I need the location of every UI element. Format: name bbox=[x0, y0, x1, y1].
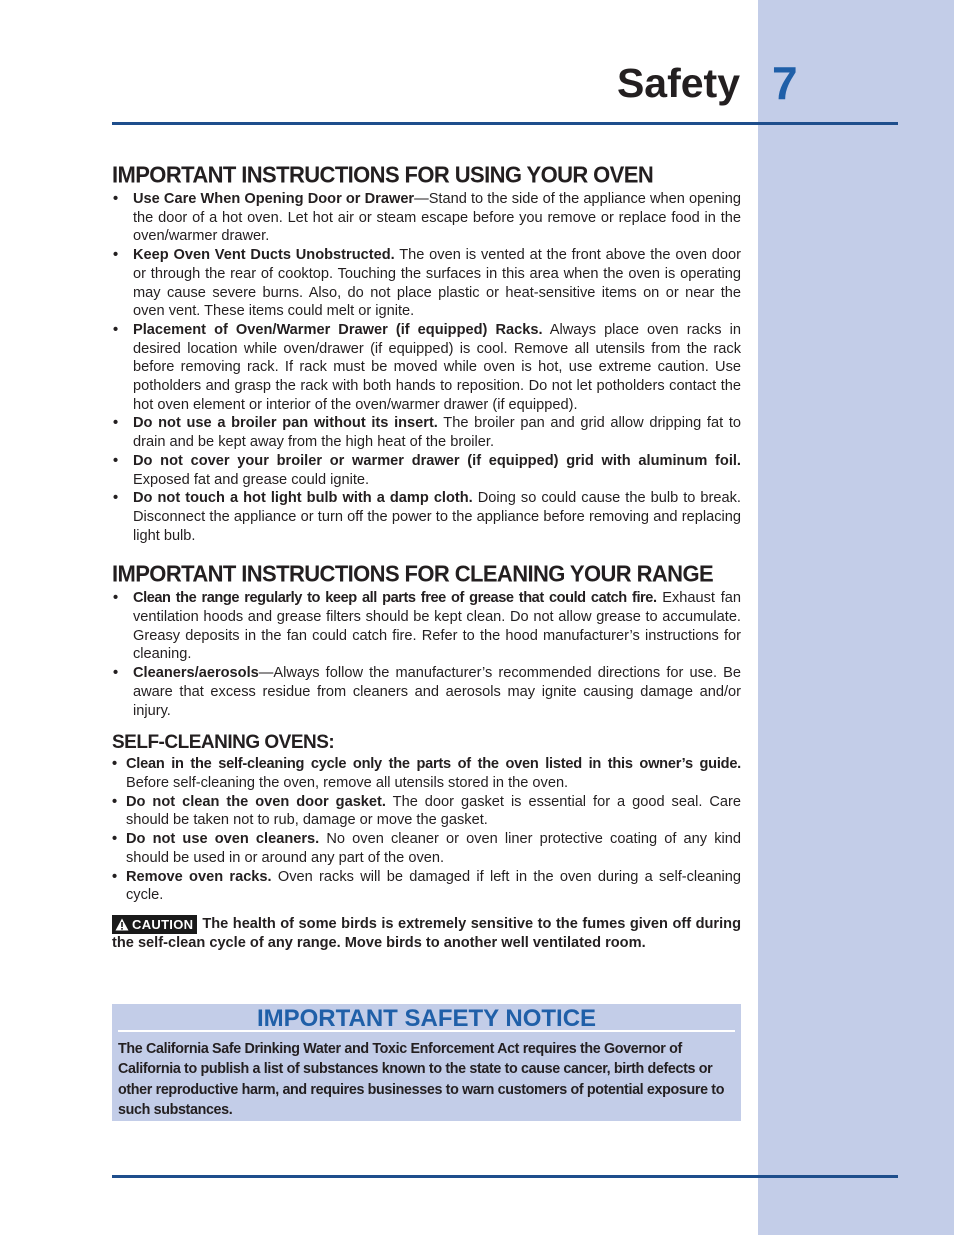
list-item: • Placement of Oven/Warmer Drawer (if equipped) Racks. Always place oven racks in desired location while oven/drawer (if equipped) is cool. Remove all utensils from the rack before removing rack. If rack must be moved while oven is hot, use extreme caution. Use potholders and grasp the rack with both hands to reposition. Do not let potholders contact the hot oven element or interior of the oven/warmer drawer (if equipped). bbox=[112, 321, 741, 415]
notice-title: IMPORTANT SAFETY NOTICE bbox=[118, 1004, 735, 1032]
list-item: • Remove oven racks. Oven racks will be damaged if left in the oven during a self-cleaning cycle. bbox=[112, 868, 741, 905]
page-number: 7 bbox=[772, 57, 798, 109]
caution-text: The health of some birds is extremely sensitive to the fumes given off during the self-clean cycle of any range. Move birds to another well ventilated room. bbox=[112, 915, 741, 951]
safety-notice-box bbox=[112, 1004, 741, 1121]
list-item: • Clean the range regularly to keep all parts free of grease that could catch fire. Exhaust fan ventilation hoods and grease filters should be kept clean. Do not allow grease to accumulate. Greasy deposits in the fan could catch fire. Refer to the hood manufacturer’s instructions for cleaning. bbox=[112, 589, 741, 664]
section-heading-cleaning-range: IMPORTANT INSTRUCTIONS FOR CLEANING YOUR RANGE bbox=[112, 560, 714, 587]
list-item: • Do not clean the oven door gasket. The door gasket is essential for a good seal. Care should be taken not to rub, damage or move the gasket. bbox=[112, 793, 741, 830]
list-item: • Use Care When Opening Door or Drawer—Stand to the side of the appliance when opening the door of a hot oven. Let hot air or steam escape before you remove or replace food in the oven/warmer drawer. bbox=[112, 190, 741, 246]
list-item: • Do not use oven cleaners. No oven cleaner or oven liner protective coating of any kind should be used in or around any part of the oven. bbox=[112, 830, 741, 867]
using-oven-list bbox=[112, 190, 741, 545]
list-item: • Keep Oven Vent Ducts Unobstructed. The oven is vented at the front above the oven door or through the rear of cooktop. Touching the surfaces in this area when the oven is operating may cause severe burns. Also, do not place plastic or heat-sensitive items on or near the oven vent. These items could melt or ignite. bbox=[112, 246, 741, 321]
self-cleaning-heading: SELF-CLEANING OVENS: bbox=[112, 732, 335, 754]
page-title: Safety bbox=[616, 60, 740, 106]
list-item: • Clean in the self-cleaning cycle only the parts of the oven listed in this owner’s guide. Before self-cleaning the oven, remove all utensils stored in the oven. bbox=[112, 755, 741, 792]
list-item: • Cleaners/aerosols—Always follow the manufacturer’s recommended directions for use. Be aware that excess residue from cleaners and aerosols may ignite causing damage and/or injury. bbox=[112, 664, 741, 720]
notice-body: The California Safe Drinking Water and Toxic Enforcement Act requires the Governor of California to publish a list of substances known to the state to cause cancer, birth defects or other reproductive harm, and requires businesses to warn customers of potential exposure to such substances. bbox=[118, 1041, 725, 1119]
header-rule bbox=[112, 122, 898, 125]
self-cleaning-list bbox=[112, 755, 741, 905]
section-heading-using-oven: IMPORTANT INSTRUCTIONS FOR USING YOUR OVEN bbox=[112, 161, 654, 188]
caution-badge: CAUTION bbox=[112, 915, 197, 934]
list-item: • Do not use a broiler pan without its insert. The broiler pan and grid allow dripping fat to drain and be kept away from the high heat of the broiler. bbox=[112, 414, 741, 451]
list-item: • Do not cover your broiler or warmer drawer (if equipped) grid with aluminum foil. Exposed fat and grease could ignite. bbox=[112, 452, 741, 489]
side-band bbox=[758, 0, 954, 1235]
list-item: • Do not touch a hot light bulb with a damp cloth. Doing so could cause the bulb to break. Disconnect the appliance or turn off the power to the appliance before removing and replacing light bulb. bbox=[112, 489, 741, 545]
warning-triangle-icon bbox=[115, 918, 129, 931]
cleaning-range-list bbox=[112, 589, 741, 720]
footer-rule bbox=[112, 1175, 898, 1178]
caution-note bbox=[112, 915, 741, 953]
main-content bbox=[112, 160, 741, 953]
